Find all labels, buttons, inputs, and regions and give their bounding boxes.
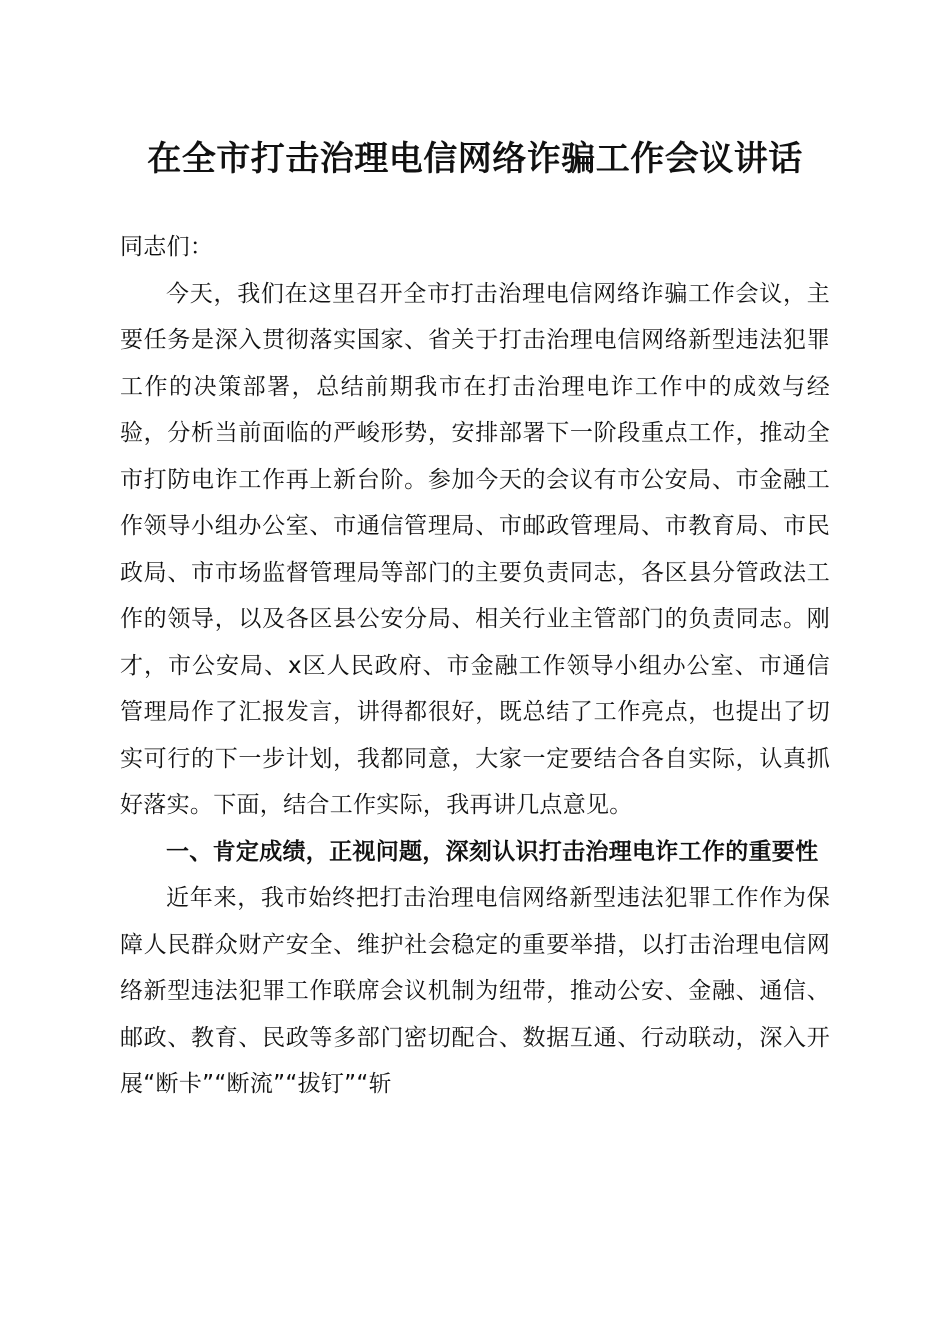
salutation: 同志们： [120, 234, 214, 260]
section-heading: 一、肯定成绩，正视问题，深刻认识打击治理电诈工作的重要性 [166, 838, 819, 865]
document-body [120, 224, 830, 1108]
opening-paragraph: 今天，我们在这里召开全市打击治理电信网络诈骗工作会议，主要任务是深入贯彻落实国家、省关于打击治理电信网络新型违法犯罪工作的决策部署，总结前期我市在打击治理电诈工作中的成效与经验，分析当前面临的严峻形势，安排部署下一阶段重点工作，推动全市打防电诈工作再上新台阶。参加今天的会议有市公安局、市金融工作领导小组办公室、市通信管理局、市邮政管理局、市教育局、市民政局、市市场监督管理局等部门的主要负责同志，各区县分管政法工作的领导，以及各区县公安分局、相关行业主管部门的负责同志。刚才，市公安局、x区人民政府、市金融工作领导小组办公室、市通信管理局作了汇报发言，讲得都很好，既总结了工作亮点，也提出了切实可行的下一步计划，我都同意，大家一定要结合各自实际，认真抓好落实。下面，结合工作实际，我再讲几点意见。 [120, 280, 830, 818]
document-title: 在全市打击治理电信网络诈骗工作会议讲话 [147, 139, 803, 179]
section-paragraph: 近年来，我市始终把打击治理电信网络新型违法犯罪工作作为保障人民群众财产安全、维护社会稳定的重要举措，以打击治理电信网络新型违法犯罪工作联席会议机制为纽带，推动公安、金融、通信、邮政、教育、民政等多部门密切配合、数据互通、行动联动，深入开展“断卡”“断流”“拔钉”“斩 [120, 885, 830, 1097]
